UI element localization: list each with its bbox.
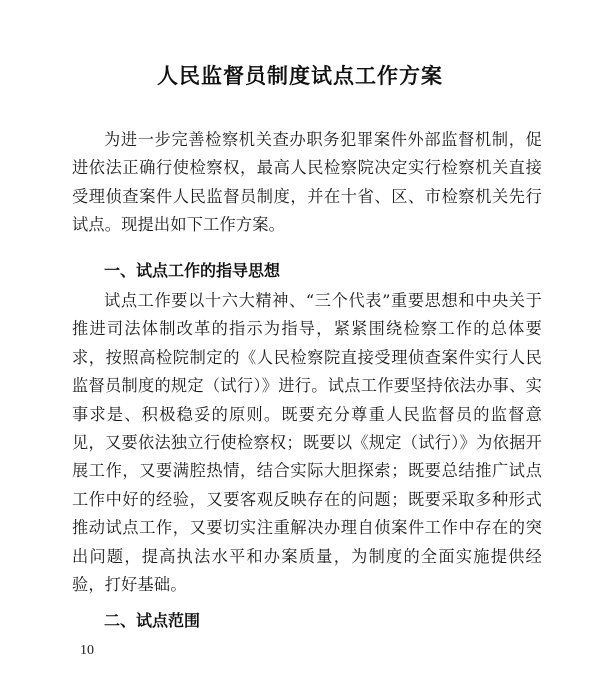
document-title: 人民监督员制度试点工作方案 [157,64,443,88]
intro-paragraph: 为进一步完善检察机关查办职务犯罪案件外部监督机制，促进依法正确行使检察权，最高人民检察院决定实行检察机关直接受理侦查案件人民监督员制度，并在十省、区、市检察机关先行试点。现提出如下工作方案。 [72,130,542,235]
page-number: 10 [80,643,94,658]
section-2-heading: 二、试点范围 [104,611,201,630]
section-1-heading: 一、试点工作的指导思想 [104,261,281,280]
section-1-paragraph: 试点工作要以十六大精神、“三个代表”重要思想和中央关于推进司法体制改革的指示为指导，紧紧围绕检察工作的总体要求，按照高检院制定的《人民检察院直接受理侦查案件实行人民监督员制度的规定（试行）》进行。试点工作要坚持依法办事、实事求是、积极稳妥的原则。既要充分尊重人民监督员的监督意见，又要依法独立行使检察权；既要以《规定（试行）》为依据开展工作，又要满腔热情，结合实际大胆探索；既要总结推广试点工作中好的经验，又要客观反映存在的问题；既要采取多种形式推动试点工作，又要切实注重解决办理自侦案件工作中存在的突出问题，提高执法水平和办案质量，为制度的全面实施提供经验，打好基础。 [72,291,542,595]
